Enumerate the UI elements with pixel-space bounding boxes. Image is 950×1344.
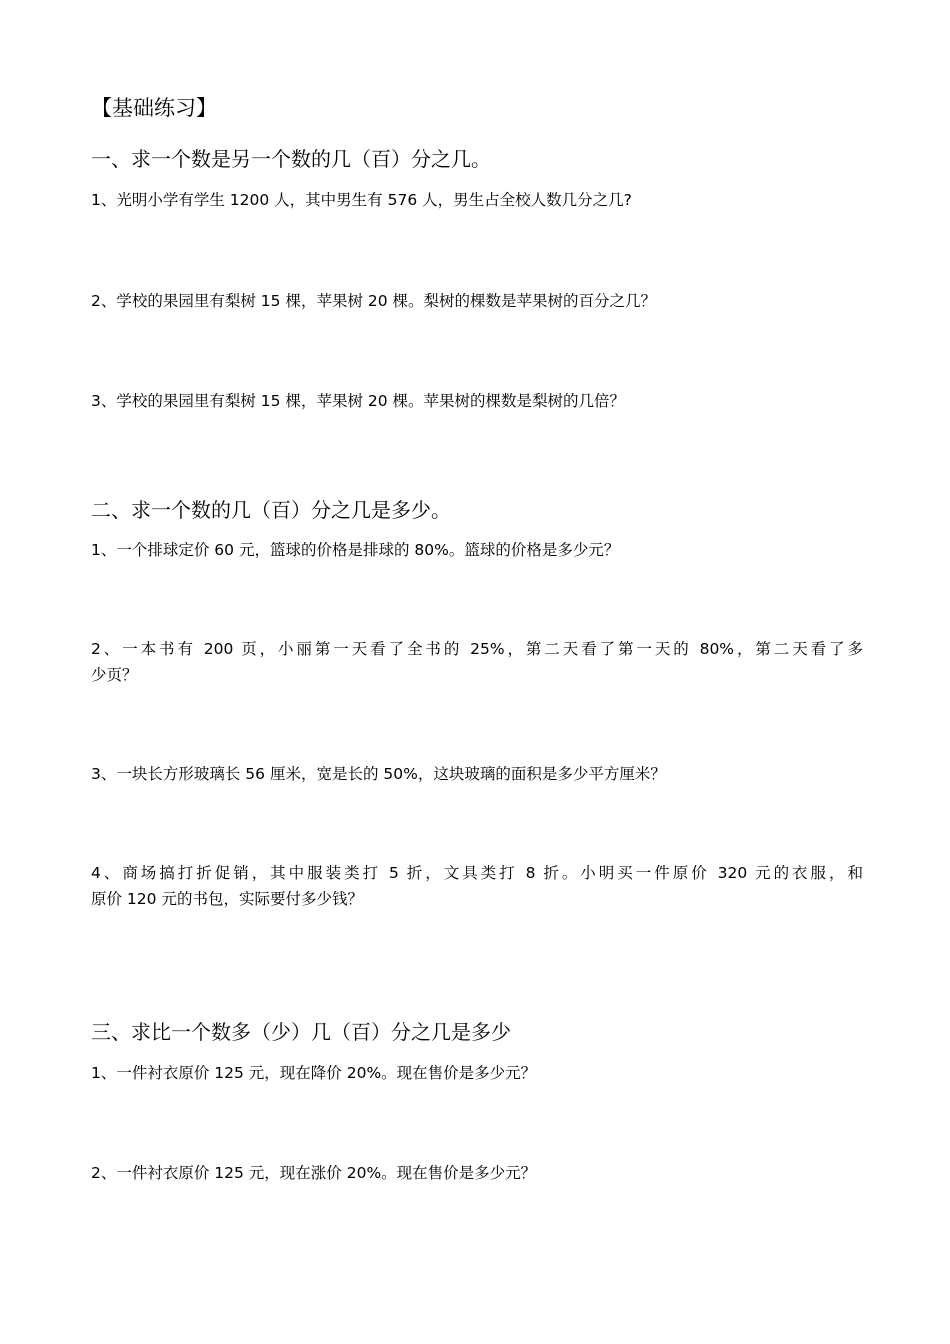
section-1-question-2: 2、学校的果园里有梨树 15 棵，苹果树 20 棵。梨树的棵数是苹果树的百分之几？ [91, 292, 657, 310]
section-3-title: 三、求比一个数多（少）几（百）分之几是多少 [91, 1020, 511, 1044]
section-1-question-1: 1、光明小学有学生 1200 人，其中男生有 576 人，男生占全校人数几分之几? [91, 191, 632, 209]
page-heading: 【基础练习】 [91, 96, 217, 120]
section-2-question-4-line-2: 原价 120 元的书包，实际要付多少钱？ [91, 890, 363, 908]
section-3-question-2: 2、一件衬衣原价 125 元，现在涨价 20%。现在售价是多少元？ [91, 1164, 537, 1182]
section-2-question-2 [91, 636, 863, 688]
section-2-question-2-line-1: 2、一本书有 200 页，小丽第一天看了全书的 25%，第二天看了第一天的 80%，第二天看了多 [91, 640, 863, 658]
section-2-title: 二、求一个数的几（百）分之几是多少。 [91, 498, 451, 522]
section-2-question-3: 3、一块长方形玻璃长 56 厘米，宽是长的 50%，这块玻璃的面积是多少平方厘米？ [91, 765, 666, 783]
section-2-question-4 [91, 860, 863, 912]
section-1-title: 一、求一个数是另一个数的几（百）分之几。 [91, 147, 491, 171]
section-2-question-1: 1、一个排球定价 60 元，篮球的价格是排球的 80%。篮球的价格是多少元？ [91, 541, 620, 559]
section-2-question-2-line-2: 少页？ [91, 666, 138, 684]
section-1-question-3: 3、学校的果园里有梨树 15 棵，苹果树 20 棵。苹果树的棵数是梨树的几倍？ [91, 392, 626, 410]
section-2-question-4-line-1: 4、商场搞打折促销，其中服装类打 5 折，文具类打 8 折。小明买一件原价 320 元的衣服，和 [91, 864, 863, 882]
section-3-question-1: 1、一件衬衣原价 125 元，现在降价 20%。现在售价是多少元？ [91, 1064, 537, 1082]
